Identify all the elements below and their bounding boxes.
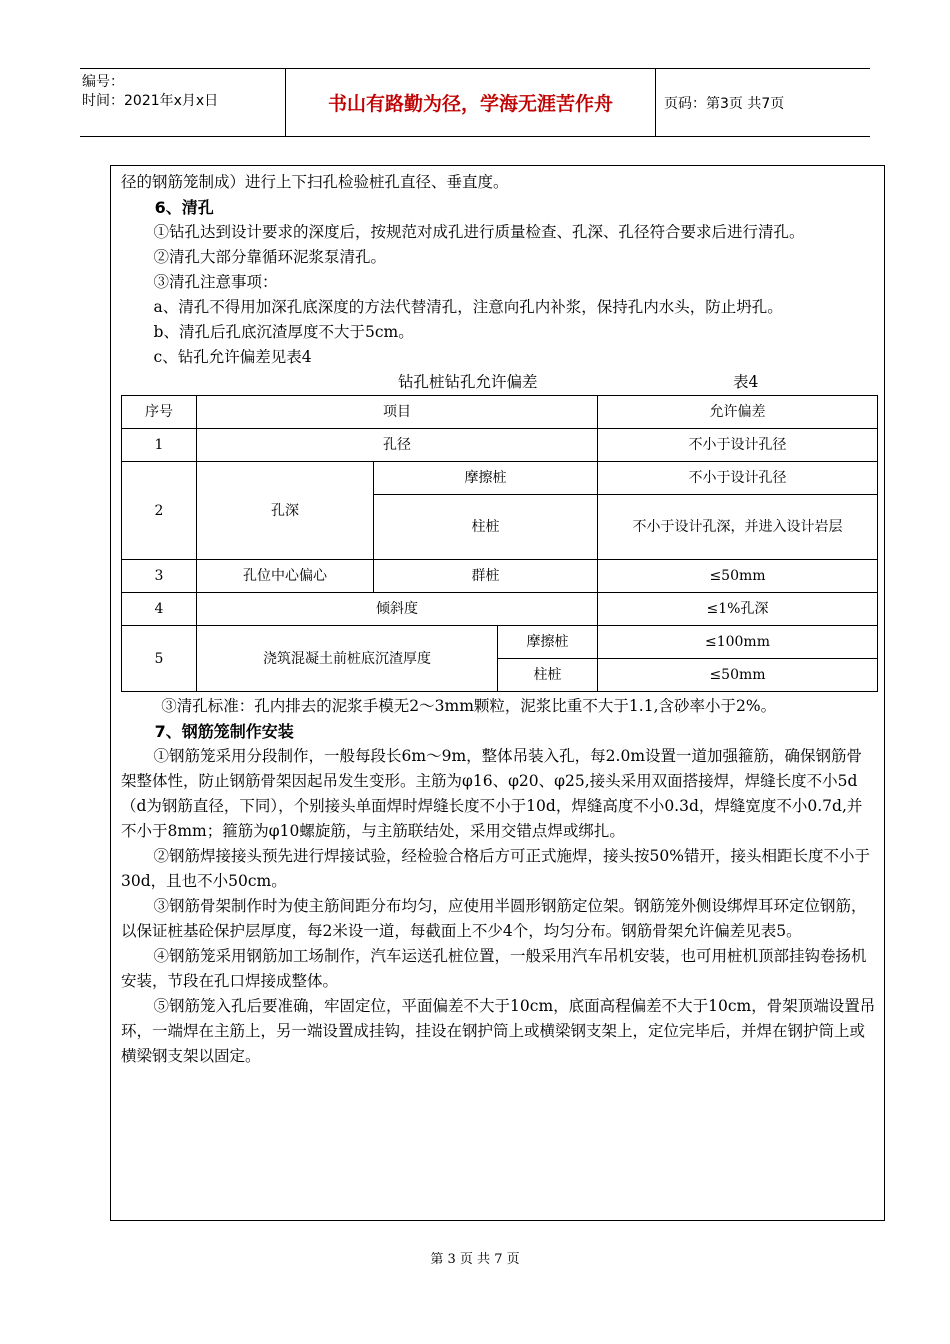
header-motto: 书山有路勤为径，学海无涯苦作舟 xyxy=(327,93,613,115)
table-cell: ≤100mm xyxy=(598,626,878,659)
paragraph: ②钢筋焊接接头预先进行焊接试验，经检验合格后方可正式施焊，接头按50%错开，接头相距长度不小于30d，且也不小50cm。 xyxy=(121,847,871,890)
section-heading: 6、清孔 xyxy=(154,198,214,217)
page-footer: 第 3 页 共 7 页 xyxy=(430,1252,520,1267)
table-header-cell: 允许偏差 xyxy=(598,396,878,429)
table-cell: 摩擦桩 xyxy=(374,462,598,495)
table-cell: 1 xyxy=(122,429,197,462)
table-cell: 不小于设计孔深，并进入设计岩层 xyxy=(598,495,878,560)
paragraph: b、清孔后孔底沉渣厚度不大于5cm。 xyxy=(153,323,414,341)
paragraph: ③钢筋骨架制作时为使主筋间距分布均匀，应使用半圆形钢筋定位架。钢筋笼外侧设绑焊耳环定位钢筋，以保证桩基砼保护层厚度，每2米设一道，每截面上不少4个，均匀分布。钢筋骨架允许偏差见表5。 xyxy=(121,897,867,940)
paragraph: ③清孔标准：孔内排去的泥浆手模无2～3mm颗粒，泥浆比重不大于1.1,含砂率小于2%。 xyxy=(161,697,777,715)
table-number: 表4 xyxy=(733,373,759,391)
table-row xyxy=(122,429,878,462)
table-cell: ≤1%孔深 xyxy=(598,593,878,626)
paragraph: ①钻孔达到设计要求的深度后，按规范对成孔进行质量检查、孔深、孔径符合要求后进行清孔。 xyxy=(153,223,805,241)
table-cell: 不小于设计孔径 xyxy=(598,462,878,495)
paragraph: ③清孔注意事项： xyxy=(153,273,278,291)
table-header-row xyxy=(122,396,878,429)
paragraph: 径的钢筋笼制成）进行上下扫孔检验桩孔直径、垂直度。 xyxy=(121,173,509,191)
paragraph: a、清孔不得用加深孔底深度的方法代替清孔，注意向孔内补浆，保持孔内水头，防止坍孔。 xyxy=(153,298,783,316)
table-row xyxy=(122,626,878,659)
table-cell: ≤50mm xyxy=(598,560,878,593)
paragraph: ②清孔大部分靠循环泥浆泵清孔。 xyxy=(153,248,387,266)
table-title: 钻孔桩钻孔允许偏差 xyxy=(398,373,538,391)
table-cell: 5 xyxy=(122,626,197,692)
document-number-label: 编号： xyxy=(82,74,124,90)
table-cell: 浇筑混凝土前桩底沉渣厚度 xyxy=(197,626,498,692)
paragraph: ⑤钢筋笼入孔后要准确，牢固定位，平面偏差不大于10cm，底面高程偏差不大于10cm，骨架顶端设置吊环，一端焊在主筋上，另一端设置成挂钩，挂设在钢护筒上或横梁钢支架上，定位完毕后，并焊在钢护筒上或横梁钢支架以固定。 xyxy=(121,997,876,1065)
paragraph: ④钢筋笼采用钢筋加工场制作，汽车运送孔桩位置，一般采用汽车吊机安装，也可用桩机顶部挂钩卷扬机安装，节段在孔口焊接成整体。 xyxy=(121,947,867,990)
table-cell: 孔深 xyxy=(197,462,374,560)
table-cell: 倾斜度 xyxy=(197,593,598,626)
table-cell: 孔位中心偏心 xyxy=(197,560,374,593)
table-cell: 孔径 xyxy=(197,429,598,462)
table-cell: 摩擦桩 xyxy=(498,626,598,659)
table-cell: 群桩 xyxy=(374,560,598,593)
table-cell: ≤50mm xyxy=(598,659,878,692)
table-row xyxy=(122,560,878,593)
header-page-info: 页码：第3页 共7页 xyxy=(664,95,785,112)
section-heading: 7、钢筋笼制作安装 xyxy=(154,722,294,741)
page-header xyxy=(80,68,870,137)
table-caption xyxy=(121,370,877,395)
table-cell: 3 xyxy=(122,560,197,593)
table-cell: 柱桩 xyxy=(498,659,598,692)
table-row xyxy=(122,462,878,495)
content-frame xyxy=(110,165,885,1221)
header-meta xyxy=(82,73,282,111)
table-cell: 2 xyxy=(122,462,197,560)
table-header-cell: 序号 xyxy=(122,396,197,429)
paragraph: c、钻孔允许偏差见表4 xyxy=(153,348,312,366)
header-divider xyxy=(655,69,656,136)
table-header-cell: 项目 xyxy=(197,396,598,429)
document-body xyxy=(121,170,877,1069)
table-row xyxy=(122,593,878,626)
table-cell: 不小于设计孔径 xyxy=(598,429,878,462)
paragraph: ①钢筋笼采用分段制作，一般每段长6m～9m，整体吊装入孔，每2.0m设置一道加强箍筋，确保钢筋骨架整体性，防止钢筋骨架因起吊发生变形。主筋为φ16、φ20、φ25,接头采用双面搭接焊，焊缝长度不小5d（d为钢筋直径，下同），个别接头单面焊时焊缝长度不小于10d，焊缝高度不小0.3d，焊缝宽度不小0.7d,并不小于8mm；箍筋为φ10螺旋筋，与主筋联结处，采用交错点焊或绑扎。 xyxy=(121,747,863,840)
table-cell: 柱桩 xyxy=(374,495,598,560)
tolerance-table xyxy=(121,395,878,692)
document-date: 时间：2021年x月x日 xyxy=(82,93,219,109)
table-cell: 4 xyxy=(122,593,197,626)
